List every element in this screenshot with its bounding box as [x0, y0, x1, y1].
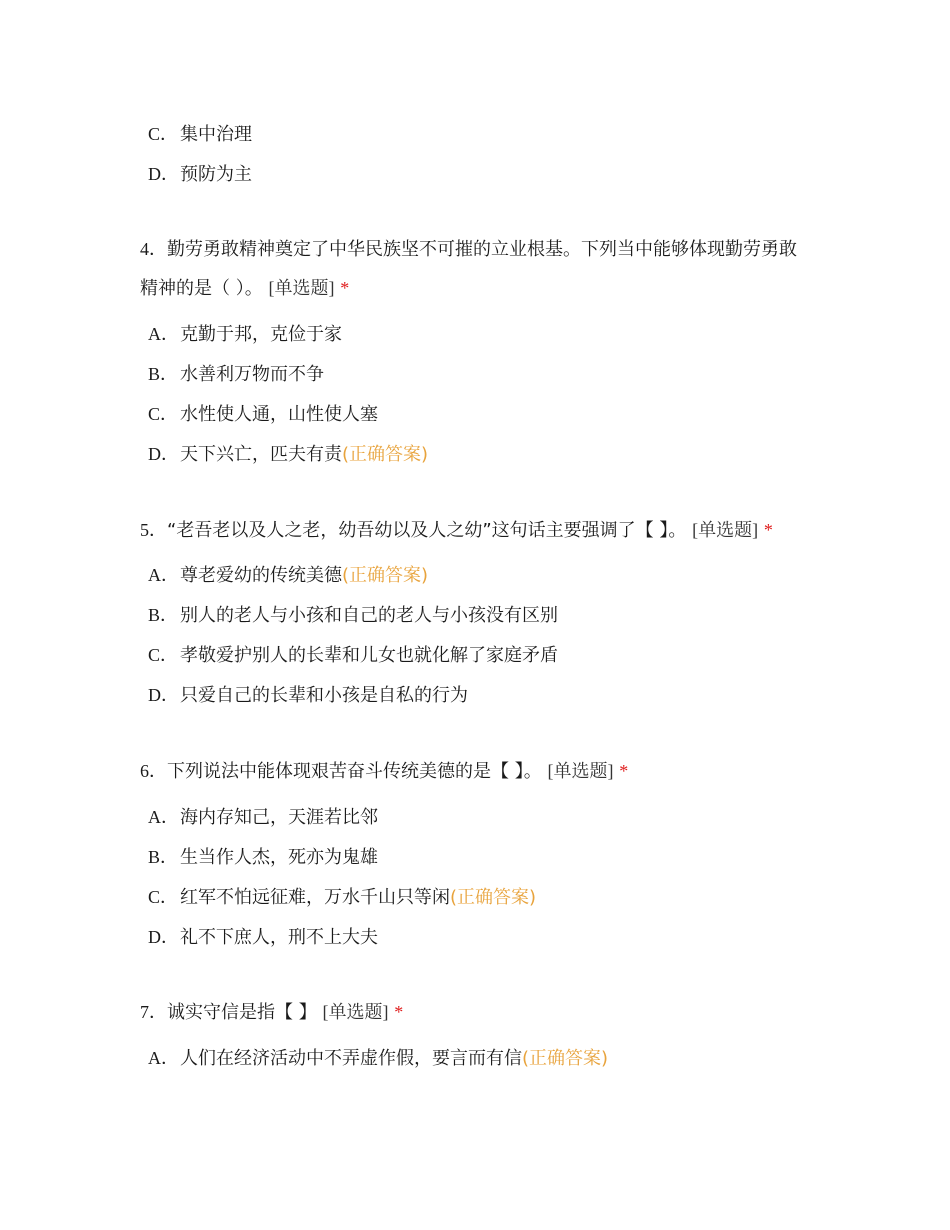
option-letter: C． — [148, 404, 179, 424]
option-q4-a[interactable] — [148, 321, 342, 348]
option-text: 红军不怕远征难，万水千山只等闲 — [180, 887, 450, 908]
option-letter: D． — [148, 164, 179, 184]
option-letter: A． — [148, 807, 179, 827]
option-letter: B． — [148, 364, 179, 384]
required-marker: * — [619, 761, 629, 781]
option-letter: B． — [148, 605, 179, 625]
option-text: 海内存知己，天涯若比邻 — [180, 807, 378, 828]
question-5-title — [140, 511, 810, 550]
option-letter: B． — [148, 847, 179, 867]
option-letter: D． — [148, 685, 179, 705]
option-letter: C． — [148, 124, 179, 144]
option-letter: D． — [148, 927, 179, 947]
option-text: 礼不下庶人，刑不上大夫 — [180, 927, 378, 948]
required-marker: * — [394, 1002, 404, 1022]
option-letter: A． — [148, 565, 179, 585]
option-q5-b[interactable] — [148, 602, 558, 629]
question-text: “老吾老以及人之老，幼吾幼以及人之幼”这句话主要强调了【 】。 — [167, 520, 687, 541]
option-letter: A． — [148, 324, 179, 344]
option-text: 克勤于邦，克俭于家 — [180, 324, 342, 345]
question-type-tag: [单选题] — [268, 278, 335, 298]
option-q4-c[interactable] — [148, 401, 378, 428]
question-type-tag: [单选题] — [692, 520, 759, 540]
option-text: 预防为主 — [180, 164, 252, 185]
required-marker: * — [340, 278, 350, 298]
question-number: 5． — [140, 520, 167, 540]
question-number: 6． — [140, 761, 167, 781]
question-type-tag: [单选题] — [547, 761, 614, 781]
question-6-title — [140, 752, 810, 791]
option-q4-b[interactable] — [148, 361, 324, 388]
option-q6-b[interactable] — [148, 844, 378, 871]
question-4-title — [140, 230, 810, 308]
option-q6-a[interactable] — [148, 804, 378, 831]
question-text: 下列说法中能体现艰苦奋斗传统美德的是【 】。 — [167, 761, 542, 782]
question-text: 诚实守信是指【 】 — [167, 1002, 317, 1023]
option-q6-d[interactable] — [148, 924, 378, 951]
option-q5-a[interactable] — [148, 562, 428, 589]
option-letter: C． — [148, 645, 179, 665]
option-text: 生当作人杰，死亦为鬼雄 — [180, 847, 378, 868]
option-text: 人们在经济活动中不弄虚作假，要言而有信 — [180, 1048, 522, 1069]
option-text: 只爱自己的长辈和小孩是自私的行为 — [180, 685, 468, 706]
question-number: 7． — [140, 1002, 167, 1022]
option-text: 水性使人通，山性使人塞 — [180, 404, 378, 425]
question-number: 4． — [140, 239, 167, 259]
option-q4-d[interactable] — [148, 441, 428, 468]
option-text: 别人的老人与小孩和自己的老人与小孩没有区别 — [180, 605, 558, 626]
option-text: 孝敬爱护别人的长辈和儿女也就化解了家庭矛盾 — [180, 645, 558, 666]
question-text: 勤劳勇敢精神奠定了中华民族坚不可摧的立业根基。下列当中能够体现勤劳勇敢精神的是（ ）。 — [140, 239, 797, 299]
option-letter: C． — [148, 887, 179, 907]
question-type-tag: [单选题] — [322, 1002, 389, 1022]
option-q5-d[interactable] — [148, 682, 468, 709]
option-text: 水善利万物而不争 — [180, 364, 324, 385]
question-7-title — [140, 993, 810, 1032]
correct-answer-tag: (正确答案) — [342, 444, 429, 465]
correct-answer-tag: (正确答案) — [450, 887, 537, 908]
option-q5-c[interactable] — [148, 642, 558, 669]
option-text: 集中治理 — [180, 124, 252, 145]
option-q6-c[interactable] — [148, 884, 536, 911]
option-q7-a[interactable] — [148, 1045, 608, 1072]
option-q3-c[interactable] — [148, 121, 252, 148]
option-letter: A． — [148, 1048, 179, 1068]
correct-answer-tag: (正确答案) — [342, 565, 429, 586]
option-text: 尊老爱幼的传统美德 — [180, 565, 342, 586]
correct-answer-tag: (正确答案) — [522, 1048, 609, 1069]
option-text: 天下兴亡，匹夫有责 — [180, 444, 342, 465]
option-letter: D． — [148, 444, 179, 464]
required-marker: * — [763, 520, 773, 540]
option-q3-d[interactable] — [148, 161, 252, 188]
